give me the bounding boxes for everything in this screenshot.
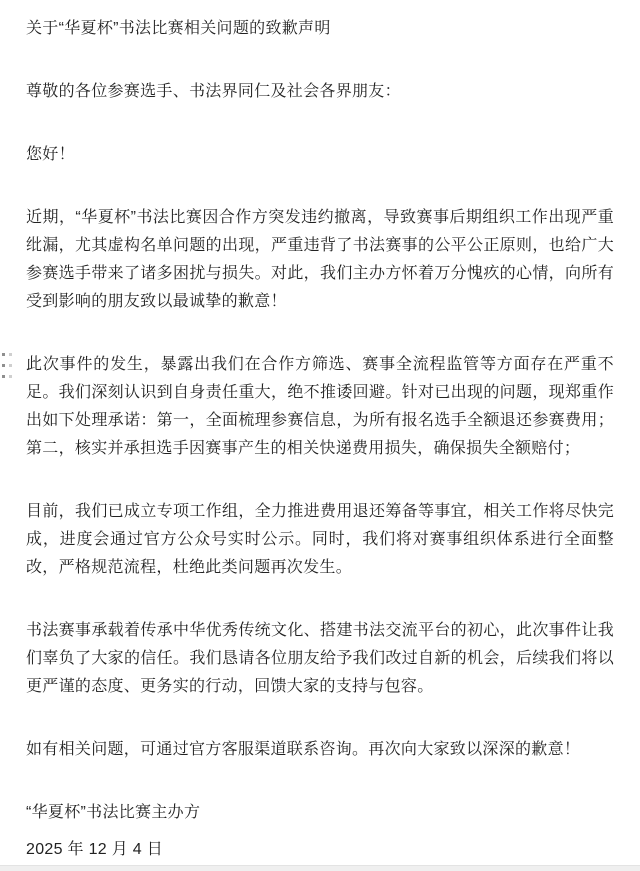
signature-line: “华夏杯”书法比赛主办方 xyxy=(26,804,201,821)
paragraph-trust-request: 书法赛事承载着传承中华优秀传统文化、搭建书法交流平台的初心，此次事件让我们辜负了大家的信任。我们恳请各位朋友给予我们改过自新的机会，后续我们将以更严谨的态度、更务实的行动，回馈大家的支持与包容。 xyxy=(26,622,614,695)
paragraph-contact-closing: 如有相关问题，可通过官方客服渠道联系咨询。再次向大家致以深深的歉意！ xyxy=(26,741,581,758)
salutation-line: 尊敬的各位参赛选手、书法界同仁及社会各界朋友： xyxy=(26,83,401,100)
greeting-line: 您好！ xyxy=(26,146,75,163)
paragraph-incident-apology: 近期，“华夏杯”书法比赛因合作方突发违约撤离，导致赛事后期组织工作出现严重纰漏，尤其虚构名单问题的出现，严重违背了书法赛事的公平公正原则，也给广大参赛选手带来了诸多困扰与损失。对此，我们主办方怀着万分愧疚的心情，向所有受到影响的朋友致以最诚挚的歉意！ xyxy=(26,209,614,310)
document-title: 关于“华夏杯”书法比赛相关问题的致歉声明 xyxy=(26,20,331,37)
paragraph-drag-handle-icon[interactable] xyxy=(2,353,14,383)
paragraph-commitments: 此次事件的发生，暴露出我们在合作方筛选、赛事全流程监管等方面存在严重不足。我们深刻认识到自身责任重大，绝不推诿回避。针对已出现的问题，现郑重作出如下处理承诺：第一，全面梳理参赛信息，为所有报名选手全额退还参赛费用；第二，核实并承担选手因赛事产生的相关快递费用损失，确保损失全额赔付； xyxy=(26,356,614,457)
page-bottom-strip xyxy=(0,865,640,871)
date-line: 2025 年 12 月 4 日 xyxy=(26,841,164,858)
paragraph-workgroup-progress: 目前，我们已成立专项工作组，全力推进费用退还筹备等事宜，相关工作将尽快完成，进度会通过官方公众号实时公示。同时，我们将对赛事组织体系进行全面整改，严格规范流程，杜绝此类问题再次发生。 xyxy=(26,503,614,576)
